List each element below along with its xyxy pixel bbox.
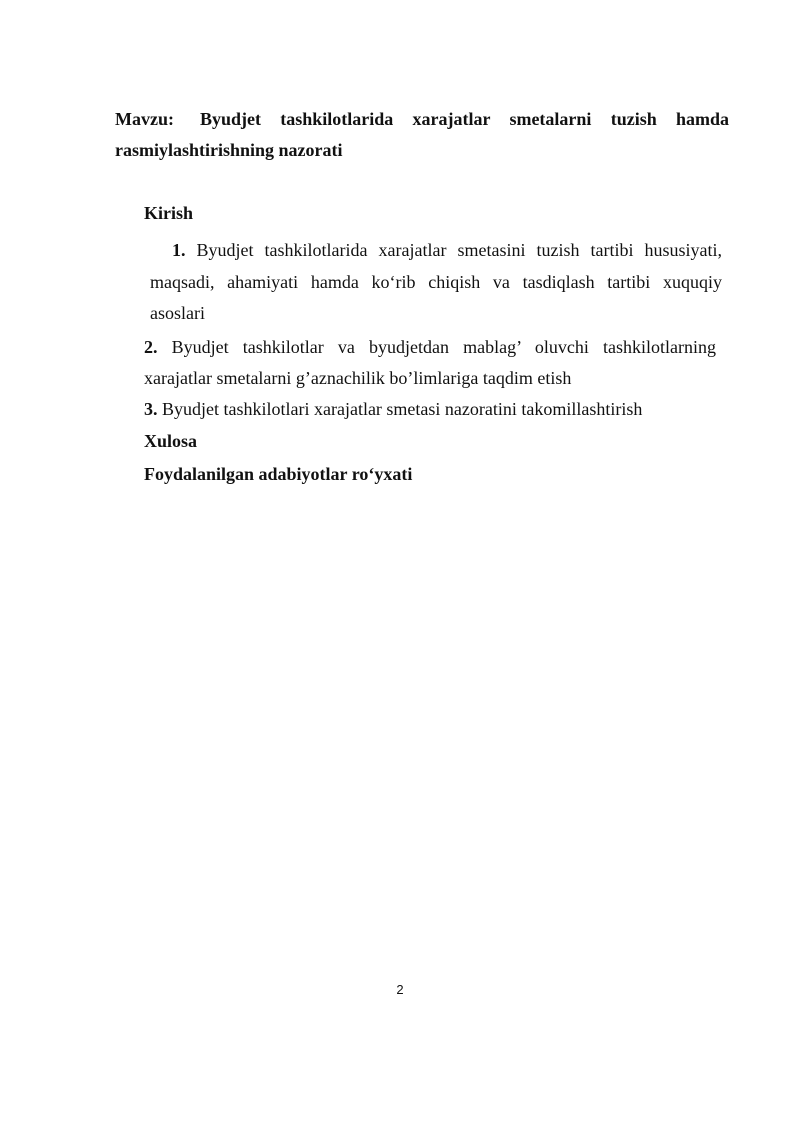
toc-item-1	[150, 235, 722, 330]
toc-item-2-text-1: Byudjet tashkilotlar va byudjetdan mablag’ oluvchi tashkilotlarning	[171, 337, 717, 357]
toc-item-1-number: 1.	[172, 240, 186, 260]
page-number: 2	[396, 982, 404, 997]
toc-item-2	[144, 332, 716, 394]
topic-title	[115, 104, 729, 166]
toc-item-3	[144, 397, 642, 421]
toc-intro: Kirish	[144, 203, 194, 223]
toc-item-1-line-2: maqsadi, ahamiyati hamda ko‘rib chiqish va tasdiqlash tartibi xuquqiy	[150, 271, 722, 292]
toc-item-2-line-1	[144, 332, 716, 363]
topic-title-text-1: Byudjet tashkilotlarida xarajatlar smetalarni tuzish hamda	[199, 109, 729, 129]
toc-item-3-text: Byudjet tashkilotlari xarajatlar smetasi nazoratini takomillashtirish	[162, 399, 643, 419]
toc-references: Foydalanilgan adabiyotlar ro‘yxati	[144, 464, 413, 484]
toc-item-1-text-1: Byudjet tashkilotlarida xarajatlar smetasini tuzish tartibi hususiyati,	[196, 240, 722, 260]
toc-item-2-number: 2.	[144, 337, 158, 357]
topic-title-line-1	[115, 104, 729, 135]
topic-label: Mavzu:	[115, 109, 174, 129]
topic-title-line-2: rasmiylashtirishning nazorati	[115, 140, 343, 160]
toc-item-1-line-3: asoslari	[150, 303, 205, 323]
toc-item-1-line-1	[150, 235, 722, 267]
toc-conclusion: Xulosa	[144, 431, 198, 451]
toc-item-2-line-2: xarajatlar smetalarni g’aznachilik bo’limlariga taqdim etish	[144, 368, 572, 388]
toc-item-3-number: 3.	[144, 399, 158, 419]
